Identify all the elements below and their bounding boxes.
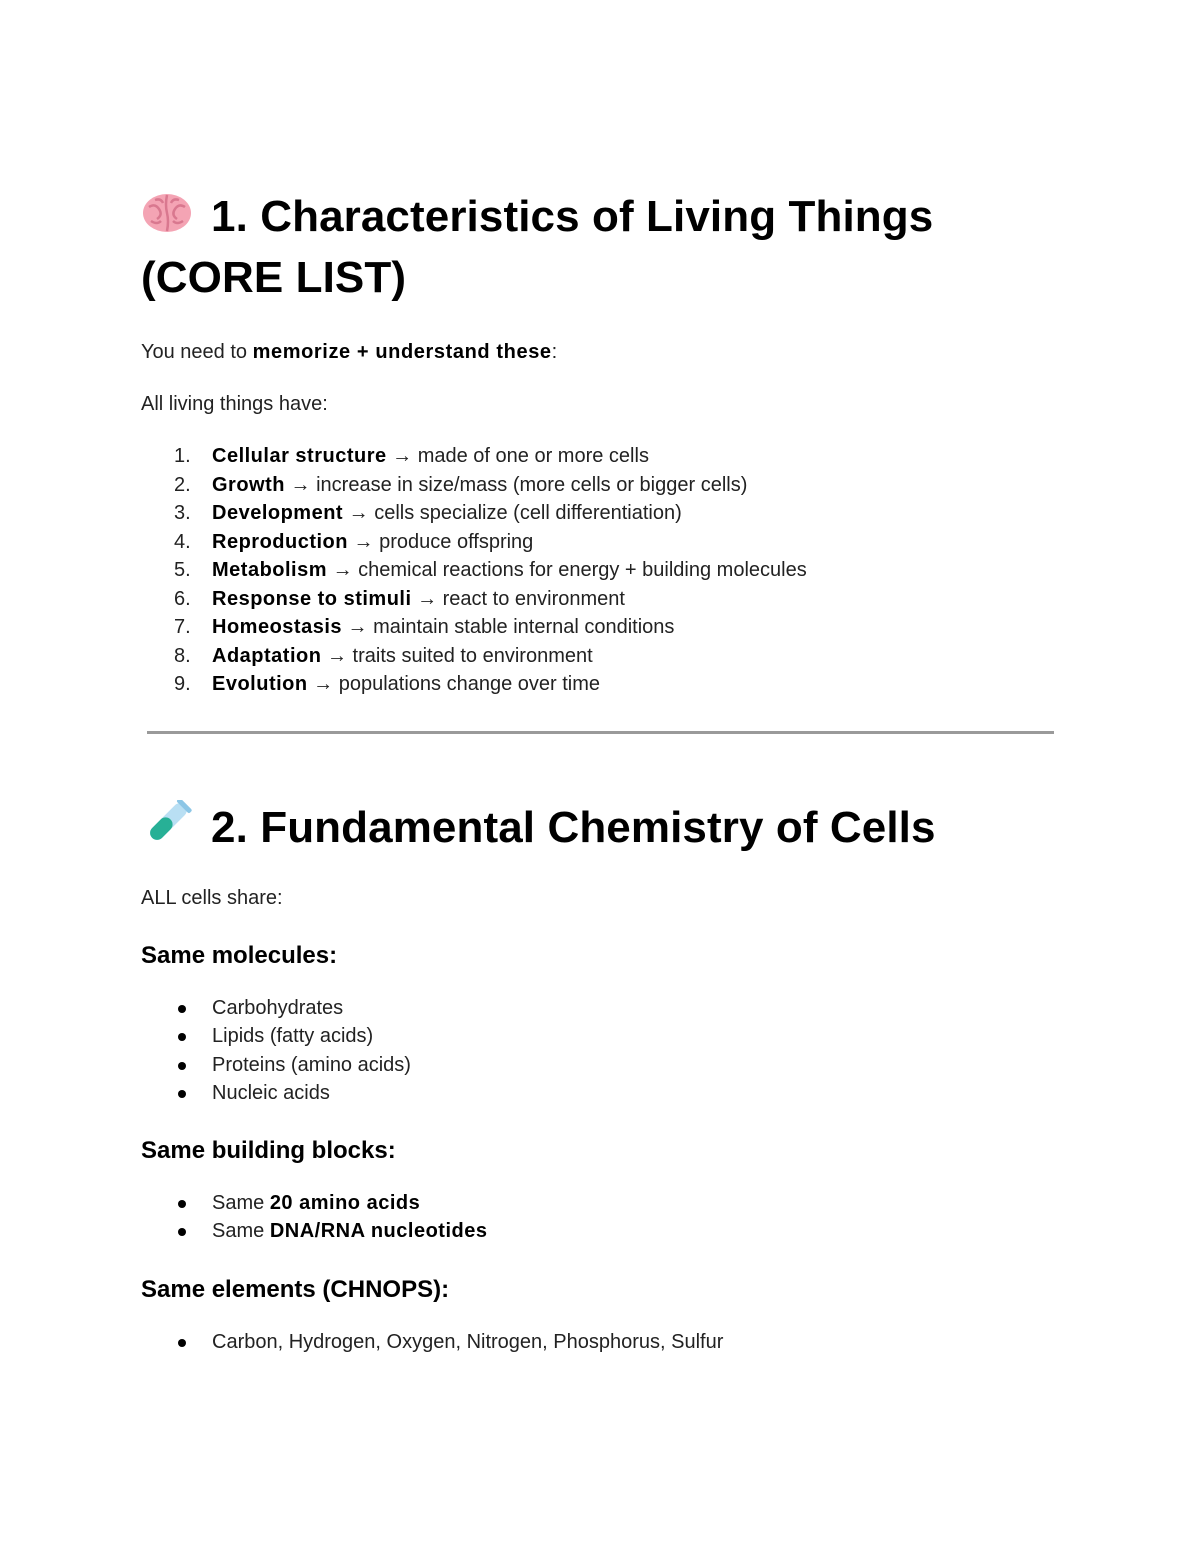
molecules-list <box>141 994 1056 1108</box>
test-tube-icon <box>141 800 193 846</box>
living-things-lead: All living things have: <box>141 393 328 415</box>
list-item <box>141 670 1056 699</box>
bullet-icon <box>178 1200 186 1208</box>
bullet-icon <box>178 1339 186 1347</box>
list-item <box>141 585 1056 614</box>
list-number: 8. <box>174 644 191 667</box>
list-item <box>141 1217 1056 1246</box>
list-bold: 20 amino acids <box>269 1191 421 1214</box>
list-item <box>141 1022 1056 1051</box>
list-desc: → made of one or more cells <box>386 445 649 467</box>
list-desc: → traits suited to environment <box>321 644 593 667</box>
building-blocks-heading: Same building blocks: <box>141 1136 396 1164</box>
list-item <box>141 499 1056 528</box>
list-term: Growth <box>212 473 285 496</box>
list-term: Adaptation <box>212 644 322 667</box>
building-blocks-list <box>141 1189 1056 1246</box>
list-item <box>141 1079 1056 1108</box>
elements-list <box>141 1328 1056 1357</box>
molecules-heading: Same molecules: <box>141 941 338 969</box>
list-text: Carbon, Hydrogen, Oxygen, Nitrogen, Phosphorus, Sulfur <box>212 1330 724 1353</box>
list-item <box>141 471 1056 500</box>
list-item <box>141 613 1056 642</box>
list-item <box>141 1051 1056 1080</box>
list-prefix: Same <box>212 1220 270 1242</box>
list-bold: DNA/RNA nucleotides <box>269 1220 488 1242</box>
list-term: Development <box>212 502 344 524</box>
intro-prefix: You need to <box>141 341 253 363</box>
list-item <box>141 642 1056 671</box>
list-desc: → cells specialize (cell differentiation) <box>343 502 682 524</box>
bullet-icon <box>178 1062 186 1070</box>
bullet-icon <box>178 1033 186 1041</box>
list-text: Nucleic acids <box>212 1082 330 1104</box>
section2-heading-text: 2. Fundamental Chemistry of Cells <box>211 802 936 852</box>
list-number: 7. <box>174 616 191 638</box>
list-text: Lipids (fatty acids) <box>212 1025 374 1047</box>
section-divider <box>147 731 1054 734</box>
brain-icon <box>141 189 193 235</box>
list-desc: → maintain stable internal conditions <box>342 616 675 638</box>
list-term: Evolution <box>212 673 308 695</box>
intro-bold: memorize + understand these <box>252 341 552 363</box>
list-number: 6. <box>174 587 191 610</box>
list-desc: → chemical reactions for energy + building molecules <box>327 559 807 581</box>
list-desc: → react to environment <box>411 587 625 610</box>
section1-heading-text: 1. Characteristics of Living Things (CORE LIST) <box>141 192 934 302</box>
list-item <box>141 528 1056 557</box>
list-text: Carbohydrates <box>212 996 344 1019</box>
list-item <box>141 1189 1056 1218</box>
list-prefix: Same <box>212 1191 270 1214</box>
list-number: 9. <box>174 673 191 695</box>
elements-heading: Same elements (CHNOPS): <box>141 1275 450 1303</box>
list-item <box>141 1328 1056 1357</box>
section1-heading <box>141 186 1056 308</box>
intro-paragraph <box>141 338 1056 366</box>
section2-heading <box>141 797 1056 858</box>
cells-share-lead: ALL cells share: <box>141 886 283 909</box>
list-number: 5. <box>174 559 191 581</box>
list-number: 2. <box>174 473 191 496</box>
list-item <box>141 442 1056 471</box>
list-term: Metabolism <box>212 559 328 581</box>
bullet-icon <box>178 1090 186 1098</box>
list-desc: → populations change over time <box>307 673 601 695</box>
list-desc: → produce offspring <box>348 530 534 553</box>
list-term: Response to stimuli <box>212 587 412 610</box>
document-content <box>141 186 1056 1356</box>
list-term: Reproduction <box>212 530 348 553</box>
bullet-icon <box>178 1228 186 1236</box>
bullet-icon <box>178 1005 186 1013</box>
list-item <box>141 994 1056 1023</box>
intro-suffix: : <box>551 341 558 363</box>
list-item <box>141 556 1056 585</box>
characteristics-list <box>141 442 1056 699</box>
list-number: 4. <box>174 530 191 553</box>
list-term: Homeostasis <box>212 616 342 638</box>
list-number: 3. <box>174 502 191 524</box>
list-text: Proteins (amino acids) <box>212 1053 411 1076</box>
list-desc: → increase in size/mass (more cells or bigger cells) <box>285 473 748 496</box>
list-term: Cellular structure <box>212 445 387 467</box>
list-number: 1. <box>174 445 191 467</box>
